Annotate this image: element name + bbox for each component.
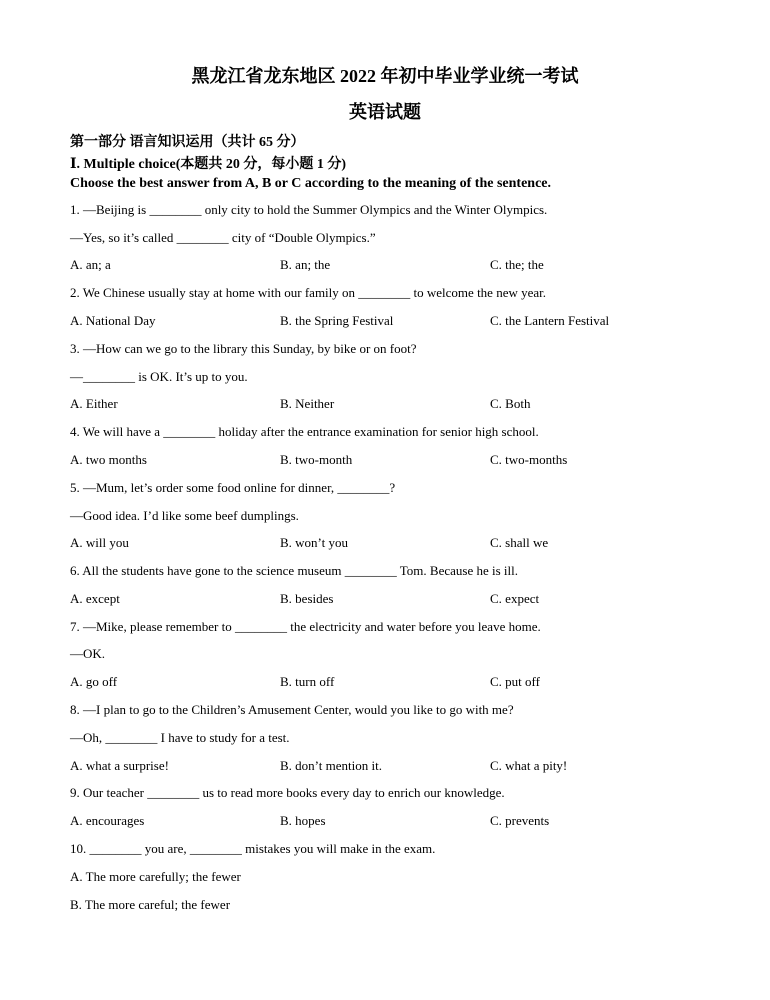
- option-b: B. hopes: [280, 813, 326, 828]
- question-line: 4. We will have a ________ holiday after the entrance examination for senior high school.: [70, 424, 539, 439]
- exam-title: 黑龙江省龙东地区 2022 年初中毕业学业统一考试: [191, 66, 579, 86]
- question-line: 9. Our teacher ________ us to read more books every day to enrich our knowledge.: [70, 785, 505, 800]
- option-c: C. two-months: [490, 452, 568, 467]
- part-heading: 第一部分 语言知识运用（共计 65 分）: [70, 135, 305, 150]
- option-c: C. put off: [490, 674, 540, 689]
- option-c: C. what a pity!: [490, 758, 568, 773]
- option-b: B. won’t you: [280, 535, 349, 550]
- option-b: B. besides: [280, 591, 334, 606]
- option-a: A. go off: [70, 674, 118, 689]
- option-c: C. prevents: [490, 813, 550, 828]
- question-line: 10. ________ you are, ________ mistakes you will make in the exam.: [70, 841, 436, 856]
- question-line: 8. —I plan to go to the Children’s Amusement Center, would you like to go with me?: [70, 702, 514, 717]
- option-a: A. what a surprise!: [70, 758, 169, 773]
- question-line: 3. —How can we go to the library this Sunday, by bike or on foot?: [70, 341, 417, 356]
- question-line: —Yes, so it’s called ________ city of “Double Olympics.”: [70, 230, 376, 245]
- question-line: —OK.: [70, 646, 106, 661]
- option-a: A. two months: [70, 452, 147, 467]
- question-line: 7. —Mike, please remember to ________ the electricity and water before you leave home.: [70, 619, 541, 634]
- question-line: 2. We Chinese usually stay at home with our family on ________ to welcome the new year.: [70, 285, 547, 300]
- option-a: A. an; a: [70, 257, 111, 272]
- option-c: C. the Lantern Festival: [490, 313, 610, 328]
- option-c: C. the; the: [490, 257, 544, 272]
- question-line: 1. —Beijing is ________ only city to hold the Summer Olympics and the Winter Olympics.: [70, 202, 548, 217]
- option-a: A. Either: [70, 396, 118, 411]
- option-c: C. Both: [490, 396, 531, 411]
- option-b: B. an; the: [280, 257, 331, 272]
- option-c: C. shall we: [490, 535, 549, 550]
- option-b: B. Neither: [280, 396, 335, 411]
- option-c: C. expect: [490, 591, 540, 606]
- option-a: A. will you: [70, 535, 129, 550]
- option-b: B. don’t mention it.: [280, 758, 382, 773]
- question-line: —Good idea. I’d like some beef dumplings.: [70, 508, 299, 523]
- option-b: B. turn off: [280, 674, 335, 689]
- option-a: A. except: [70, 591, 120, 606]
- question-line: 5. —Mum, let’s order some food online for dinner, ________?: [70, 480, 396, 495]
- exam-subtitle: 英语试题: [349, 102, 421, 122]
- question-line: 6. All the students have gone to the science museum ________ Tom. Because he is ill.: [70, 563, 518, 578]
- option-b: B. two-month: [280, 452, 353, 467]
- instruction-text: Choose the best answer from A, B or C according to the meaning of the sentence.: [70, 176, 552, 191]
- question-line: —________ is OK. It’s up to you.: [70, 369, 248, 384]
- question-line: —Oh, ________ I have to study for a test.: [70, 730, 290, 745]
- option-b: B. the Spring Festival: [280, 313, 394, 328]
- option-a: A. National Day: [70, 313, 156, 328]
- section-heading: Ⅰ. Multiple choice(本题共 20 分，每小题 1 分): [70, 157, 347, 172]
- option-a: A. The more carefully; the fewer: [70, 869, 241, 884]
- option-a: A. encourages: [70, 813, 145, 828]
- option-b: B. The more careful; the fewer: [70, 897, 231, 912]
